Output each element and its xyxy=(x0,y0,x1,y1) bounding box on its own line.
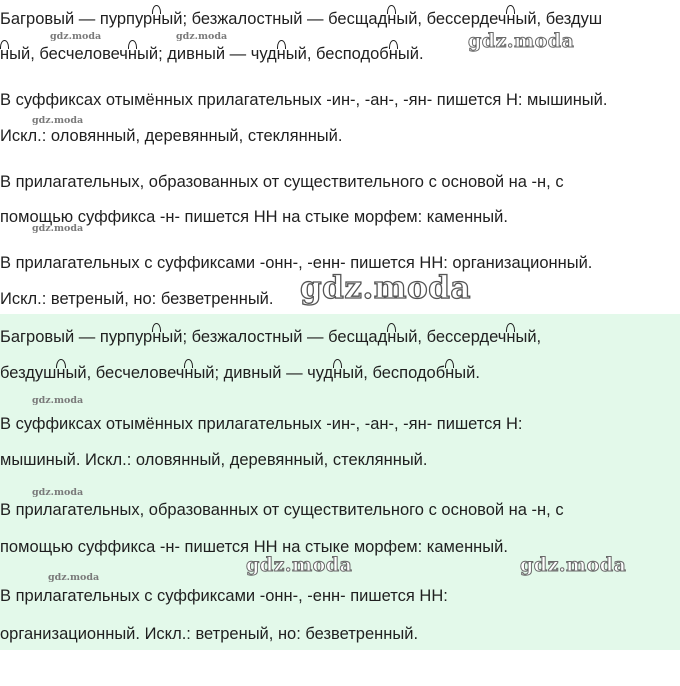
watermark: gdz.moda xyxy=(32,395,84,406)
underlined-letter-arc: н xyxy=(184,364,194,382)
bottom-p3-line2: помощью суффикса -н- пишется НН на стыке морфем: каменный. xyxy=(0,538,508,556)
top-p2-line2: Искл.: оловянный, деревянный, стеклянный. xyxy=(0,127,343,145)
bottom-p3-line1: В прилагательных, образованных от существительного с основой на -н, с xyxy=(0,501,564,519)
bottom-p2-line1: В суффиксах отымённых прилагательных -ин-, -ан-, -ян- пишется Н: xyxy=(0,415,523,433)
underlined-letter-arc: н xyxy=(387,10,397,28)
underlined-letter-arc: н xyxy=(506,10,516,28)
underlined-letter-arc: н xyxy=(152,328,162,346)
bottom-p4-line2: организационный. Искл.: ветреный, но: безветренный. xyxy=(0,625,419,643)
top-p3-line2: помощью суффикса -н- пишется НН на стыке морфем: каменный. xyxy=(0,208,508,226)
watermark: gdz.moda xyxy=(520,554,627,576)
watermark: gdz.moda xyxy=(50,31,102,42)
underlined-letter-arc: н xyxy=(127,45,138,63)
watermark: gdz.moda xyxy=(246,554,353,576)
underlined-letter-arc: н xyxy=(0,45,10,63)
watermark: gdz.moda xyxy=(468,30,575,52)
watermark: gdz.moda xyxy=(32,115,84,126)
top-p3-line1: В прилагательных, образованных от существительного с основой на -н, с xyxy=(0,173,564,191)
watermark: gdz.moda xyxy=(32,487,84,498)
watermark: gdz.moda xyxy=(176,31,228,42)
underlined-letter-arc: н xyxy=(445,364,455,382)
underlined-letter-arc: н xyxy=(276,45,286,63)
top-p1-line1: Багровый — пурпурный; безжалостный — бесщадный, бессердечный, бездуш xyxy=(0,10,603,28)
underlined-letter-arc: н xyxy=(506,328,516,346)
top-p1-line2: ный, бесчеловечный; дивный — чудный, бесподобный. xyxy=(0,45,424,63)
underlined-letter-arc: н xyxy=(387,328,397,346)
top-p2-line1: В суффиксах отымённых прилагательных -ин-, -ан-, -ян- пишется Н: мышиный. xyxy=(0,91,608,109)
bottom-p4-line1: В прилагательных с суффиксами -онн-, -енн- пишется НН: xyxy=(0,587,448,605)
top-p4-line2: Искл.: ветреный, но: безветренный. xyxy=(0,290,274,308)
watermark: gdz.moda xyxy=(300,270,471,306)
bottom-p2-line2: мышиный. Искл.: оловянный, деревянный, стеклянный. xyxy=(0,451,428,469)
underlined-letter-arc: н xyxy=(152,10,162,28)
underlined-letter-arc: н xyxy=(333,364,343,382)
watermark: gdz.moda xyxy=(48,572,100,583)
bottom-p1-line1: Багровый — пурпурный; безжалостный — бесщадный, бессердечный, xyxy=(0,328,542,346)
top-p4-line1: В прилагательных с суффиксами -онн-, -енн- пишется НН: организационный. xyxy=(0,254,593,272)
underlined-letter-arc: н xyxy=(56,364,66,382)
bottom-p1-line2: бездушный, бесчеловечный; дивный — чудный, бесподобный. xyxy=(0,364,480,382)
watermark: gdz.moda xyxy=(32,223,84,234)
underlined-letter-arc: н xyxy=(388,45,398,63)
